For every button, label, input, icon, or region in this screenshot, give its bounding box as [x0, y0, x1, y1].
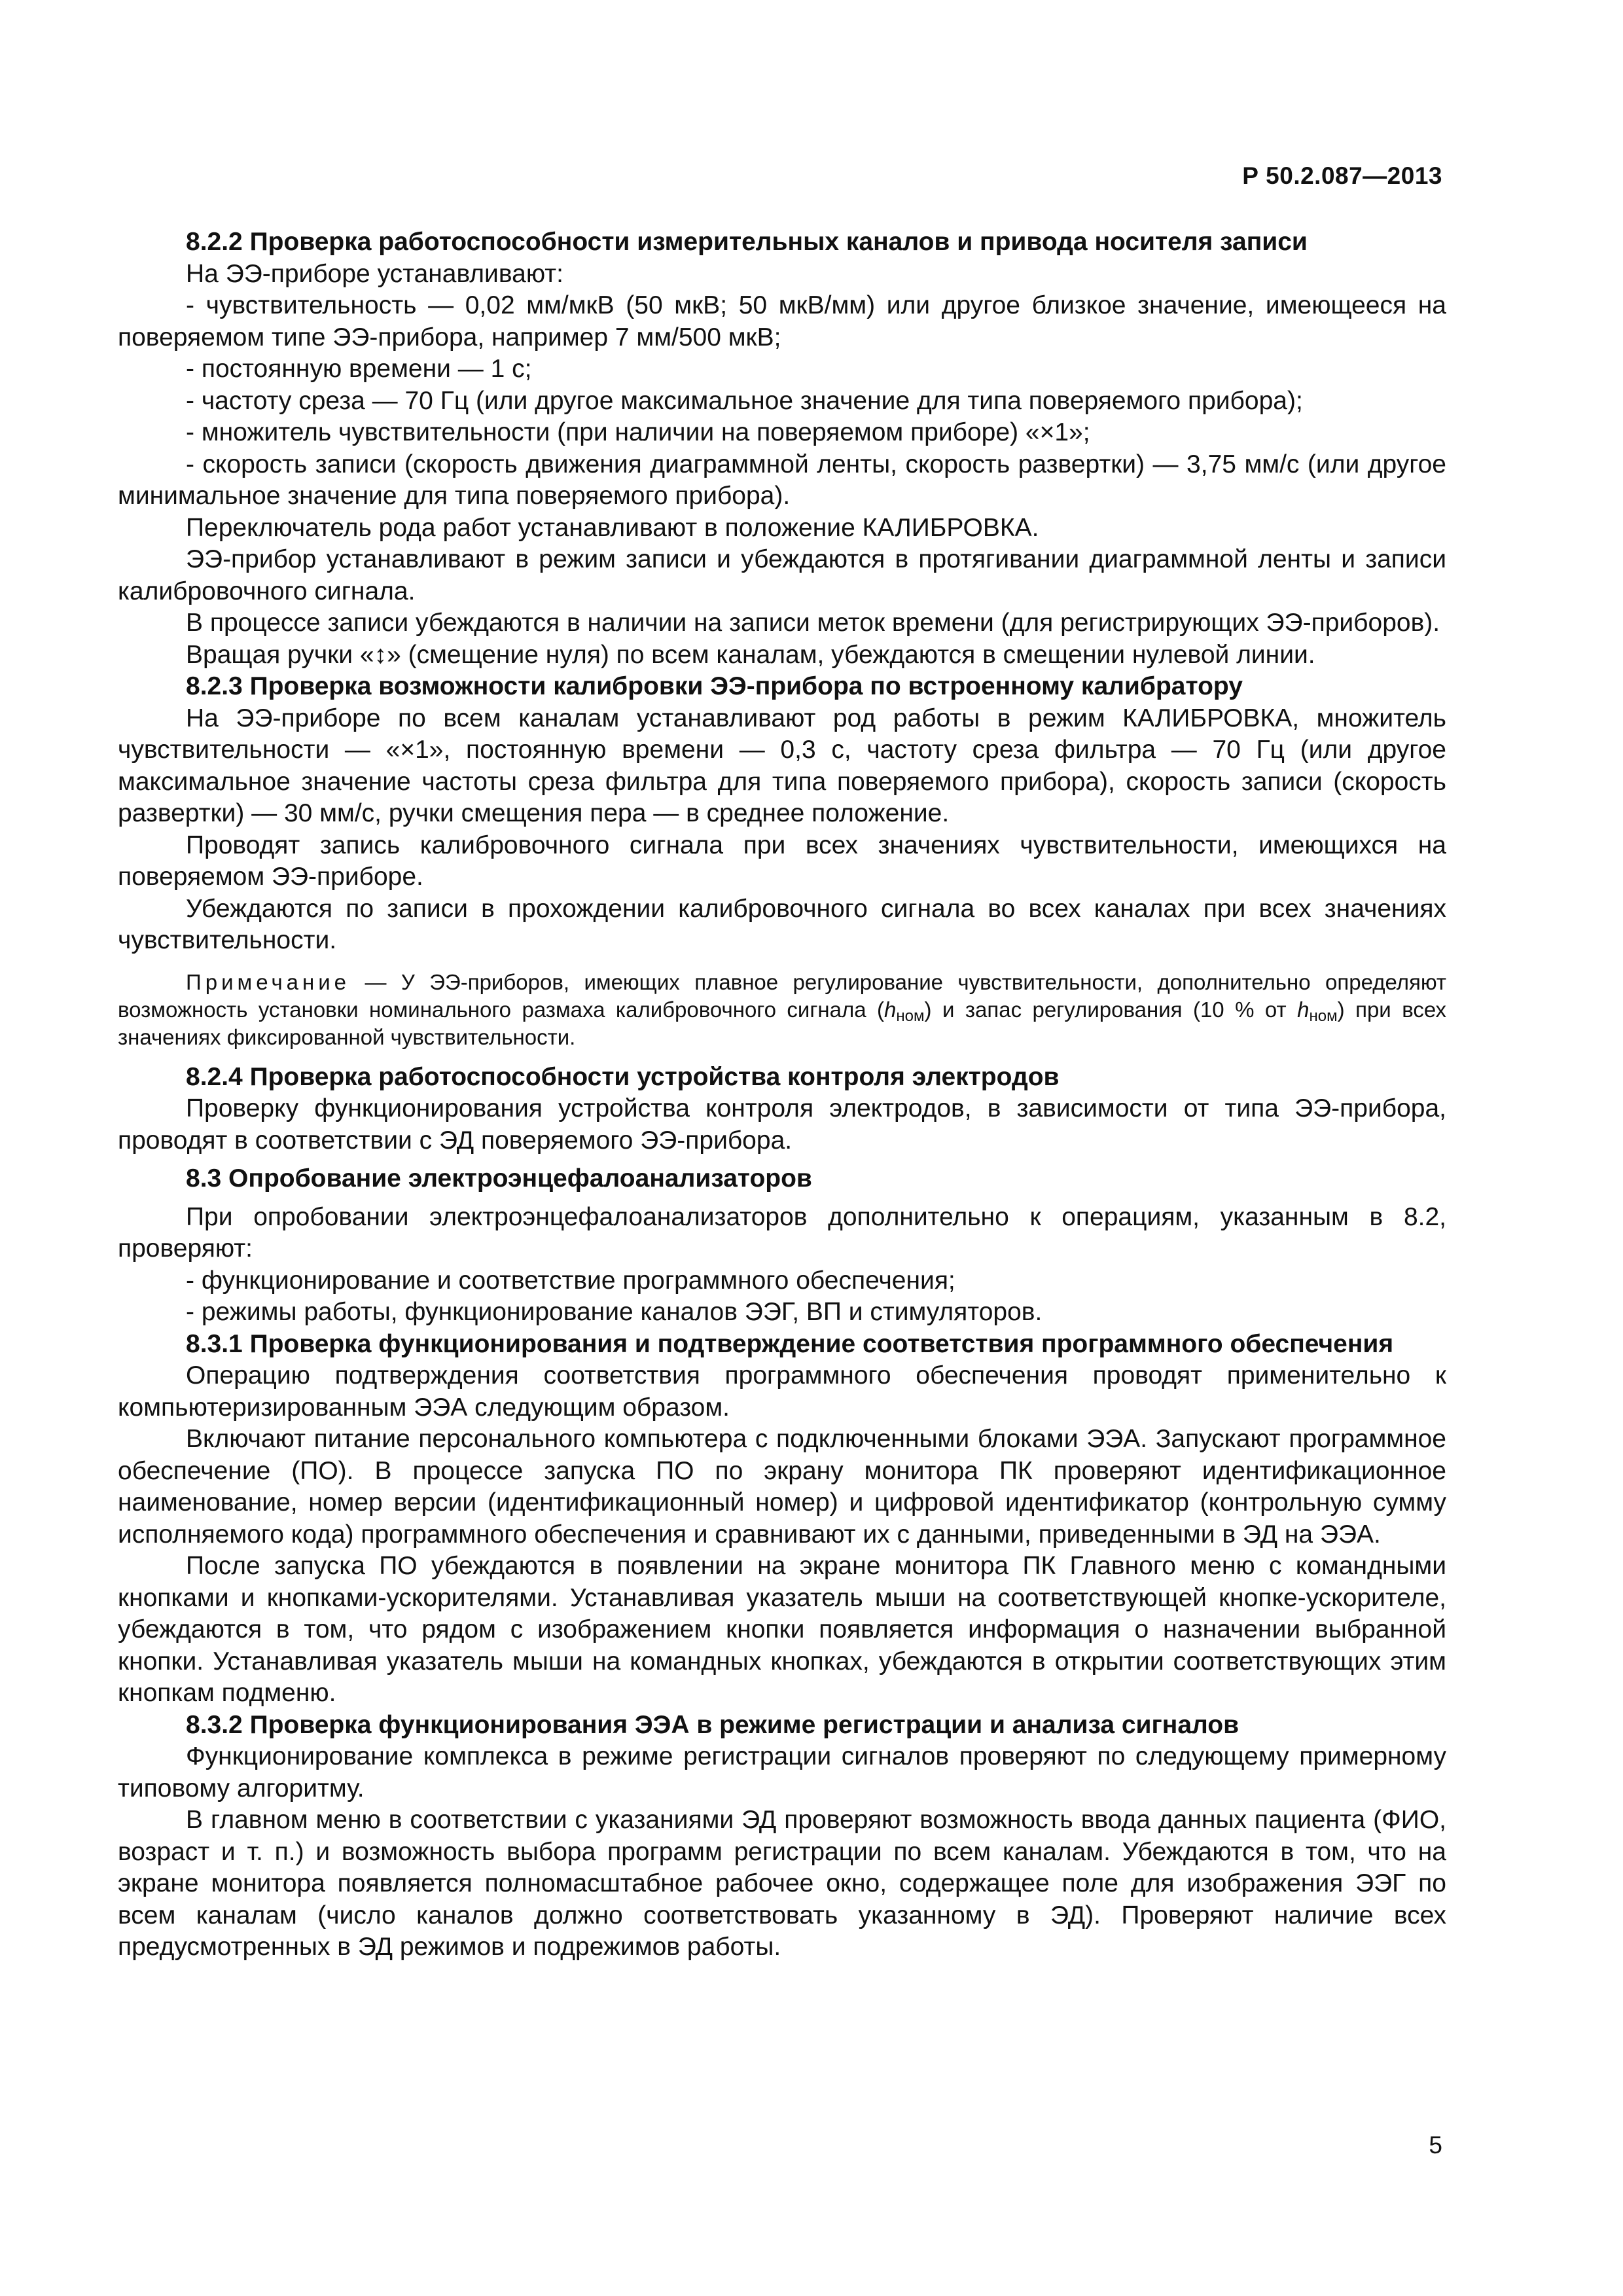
paragraph: На ЭЭ-приборе устанавливают:	[186, 259, 563, 288]
document-body	[118, 226, 1446, 1964]
section-8-2-4-heading: 8.2.4 Проверка работоспособности устройства контроля электродов	[186, 1062, 1060, 1091]
section-8-3-1-heading: 8.3.1 Проверка функционирования и подтверждение соответствия программного обеспечения	[186, 1329, 1394, 1358]
paragraph: Проверку функционирования устройства контроля электродов, в зависимости от типа ЭЭ-прибора, проводят в соответствии с ЭД поверяемого ЭЭ-прибора.	[118, 1094, 1446, 1155]
section-8-2-3-heading: 8.2.3 Проверка возможности калибровки ЭЭ-прибора по встроенному калибратору	[186, 672, 1243, 700]
paragraph: Переключатель рода работ устанавливают в положение КАЛИБРОВКА.	[186, 513, 1039, 542]
list-item: - частоту среза — 70 Гц (или другое максимальное значение для типа поверяемого прибора);	[186, 386, 1303, 415]
note-h-symbol: h	[1297, 997, 1310, 1022]
section-8-3-heading: 8.3 Опробование электроэнцефалоанализаторов	[186, 1164, 812, 1193]
page-number: 5	[1429, 2132, 1442, 2159]
paragraph: После запуска ПО убеждаются в появлении на экране монитора ПК Главного меню с командными кнопками и кнопками-ускорителями. Устанавливая указатель мыши на соответствующей кнопке-ускорителе, убеждаются в том, что рядом с изображением кнопки появляется информация о назначении выбранной кнопки. Устанавливая указатель мыши на командных кнопках, убеждаются в открытии соответствующих этим кнопкам подменю.	[118, 1552, 1446, 1707]
list-item: - режимы работы, функционирование каналов ЭЭГ, ВП и стимуляторов.	[186, 1298, 1043, 1326]
list-item: - чувствительность — 0,02 мм/мкВ (50 мкВ; 50 мкВ/мм) или другое близкое значение, имеющееся на поверяемом типе ЭЭ-прибора, например 7 мм/500 мкВ;	[118, 291, 1446, 351]
paragraph: В главном меню в соответствии с указаниями ЭД проверяют возможность ввода данных пациента (ФИО, возраст и т. п.) и возможность выбора программ регистрации по всем каналам. Убеждаются в том, что на экране монитора появляется полномасштабное рабочее окно, содержащее поле для изображения ЭЭГ по всем каналам (число каналов должно соответствовать указанному в ЭД). Проверяют наличие всех предусмотренных в ЭД режимов и подрежимов работы.	[118, 1806, 1446, 1961]
note-h-subscript: ном	[1309, 1007, 1338, 1025]
note-h-symbol: h	[884, 997, 897, 1022]
paragraph: Функционирование комплекса в режиме регистрации сигналов проверяют по следующему примерному типовому алгоритму.	[118, 1742, 1446, 1803]
document-code: Р 50.2.087—2013	[1242, 162, 1442, 189]
paragraph: В процессе записи убеждаются в наличии на записи меток времени (для регистрирующих ЭЭ-приборов).	[186, 609, 1440, 637]
paragraph: Убеждаются по записи в прохождении калибровочного сигнала во всех каналах при всех значениях чувствительности.	[118, 894, 1446, 954]
paragraph: Операцию подтверждения соответствия программного обеспечения проводят применительно к компьютеризированным ЭЭА следующим образом.	[118, 1361, 1446, 1422]
paragraph: Вращая ручки «↕» (смещение нуля) по всем каналам, убеждаются в смещении нулевой линии.	[186, 640, 1315, 669]
section-8-3-2-heading: 8.3.2 Проверка функционирования ЭЭА в режиме регистрации и анализа сигналов	[186, 1710, 1240, 1739]
paragraph: ЭЭ-прибор устанавливают в режим записи и убеждаются в протягивании диаграммной ленты и записи калибровочного сигнала.	[118, 545, 1446, 605]
paragraph: При опробовании электроэнцефалоанализаторов дополнительно к операциям, указанным в 8.2, проверяют:	[118, 1202, 1446, 1263]
paragraph: Включают питание персонального компьютера с подключенными блоками ЭЭА. Запускают программное обеспечение (ПО). В процессе запуска ПО по экрану монитора ПК проверяют идентификационное наименование, номер версии (идентификационный номер) и цифровой идентификатор (контрольную сумму исполняемого кода) программного обеспечения и сравнивают их с данными, приведенными в ЭД на ЭЭА.	[118, 1425, 1446, 1549]
note-text-part-1: — У ЭЭ-приборов, имеющих плавное регулирование чувствительности, дополнительно определяют возможность установки номинального размаха калибровочного сигнала (	[118, 969, 1446, 1022]
list-item: - множитель чувствительности (при наличии на поверяемом приборе) «×1»;	[186, 418, 1090, 446]
list-item: - функционирование и соответствие программного обеспечения;	[186, 1266, 955, 1295]
list-item: - постоянную времени — 1 с;	[186, 355, 532, 383]
note-text-part-2: ) и запас регулирования (10 % от	[924, 997, 1298, 1022]
list-item: - скорость записи (скорость движения диаграммной ленты, скорость развертки) — 3,75 мм/с (или другое минимальное значение для типа поверяемого прибора).	[118, 450, 1446, 510]
section-8-2-2-heading: 8.2.2 Проверка работоспособности измерительных каналов и привода носителя записи	[186, 228, 1308, 256]
paragraph: На ЭЭ-приборе по всем каналам устанавливают род работы в режим КАЛИБРОВКА, множитель чувствительности — «×1», постоянную времени — 0,3 с, частоту среза фильтра — 70 Гц (или другое максимальное значение частоты среза фильтра для типа поверяемого прибора), скорость записи (скорость развертки) — 30 мм/с, ручки смещения пера — в среднее положение.	[118, 704, 1446, 827]
note-h-subscript: ном	[896, 1007, 925, 1025]
note	[118, 969, 1446, 1051]
note-label: Примечание	[186, 969, 351, 994]
paragraph: Проводят запись калибровочного сигнала при всех значениях чувствительности, имеющихся на поверяемом ЭЭ-приборе.	[118, 831, 1446, 891]
note-text-part-3: ) при всех значениях фиксированной чувствительности.	[118, 997, 1446, 1049]
